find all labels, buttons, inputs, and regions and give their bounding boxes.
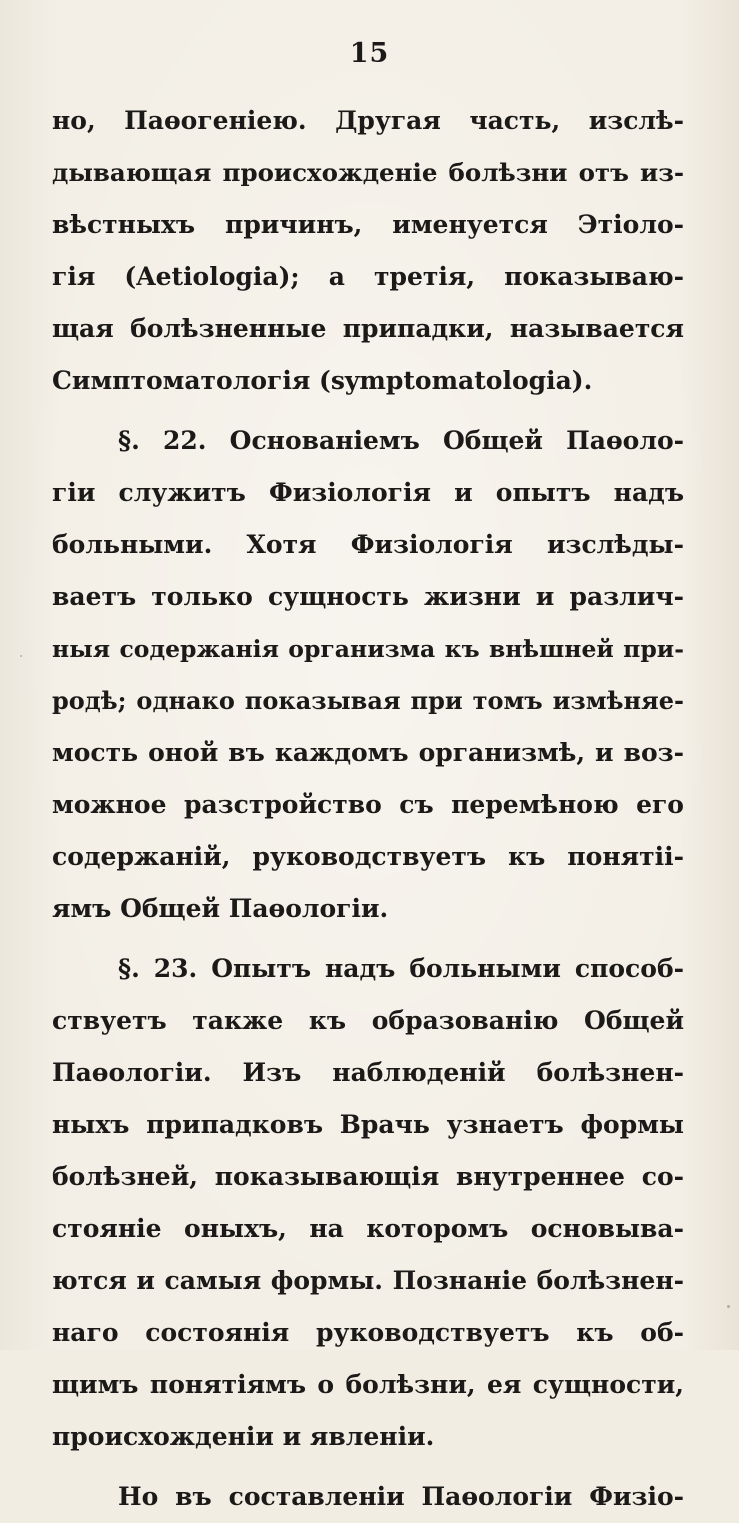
page-text-body [52,95,684,1523]
text-line: больными. Хотя Физіологія изслѣды- [52,530,684,559]
paper-speck [20,655,22,657]
text-line: Паөологіи. Изъ наблюденій болѣзнен- [52,1058,684,1087]
text-line: гіи служитъ Физіологія и опытъ надъ [52,478,684,507]
text-line: §. 23. Опытъ надъ больными способ- [118,954,684,983]
text-line: но, Паөогеніею. Другая часть, изслѣ- [52,106,684,135]
text-line: Симптоматологія (symptomatologia). [52,366,593,395]
text-line: содержаній, руководствуетъ къ понятіі- [52,842,684,871]
text-line: дывающая происхожденіе болѣзни отъ из- [52,158,684,187]
text-line: родѣ; однако показывая при томъ измѣняе- [52,686,684,715]
text-line: §. 22. Основаніемъ Общей Паөоло- [118,426,684,455]
text-line: происхожденіи и явленіи. [52,1422,435,1451]
paragraph-continuation [52,95,684,407]
text-line: мость оной въ каждомъ организмѣ, и воз- [52,738,684,767]
paper-speck [727,1305,730,1308]
text-line: болѣзней, показывающія внутреннее со- [52,1162,684,1191]
paragraph-next [52,1471,684,1523]
page-number: 15 [349,38,390,69]
text-line: ныхъ припадковъ Врачь узнаетъ формы [52,1110,684,1139]
text-line: можное разстройство съ перемѣною его [52,790,684,819]
text-line: щая болѣзненные припадки, называется [52,314,684,343]
paragraph-section-23 [52,943,684,1463]
text-line: ствуетъ также къ образованію Общей [52,1006,684,1035]
text-line: Но въ составленіи Паөологіи Физіо- [118,1482,684,1511]
text-line: ются и самыя формы. Познаніе болѣзнен- [52,1266,684,1295]
text-line: стояніе оныхъ, на которомъ основыва- [52,1214,684,1243]
text-line: вѣстныхъ причинъ, именуется Этіоло- [52,210,684,239]
text-line: ямъ Общей Паөологіи. [52,894,389,923]
text-line: ваетъ только сущность жизни и различ- [52,582,684,611]
paragraph-section-22 [52,415,684,935]
text-line: ныя содержанія организма къ внѣшней при- [52,635,684,663]
text-line: щимъ понятіямъ о болѣзни, ея сущности, [52,1370,684,1399]
text-line: наго состоянія руководствуетъ къ об- [52,1318,684,1347]
text-line: гія (Aetiologia); а третія, показываю- [52,262,684,291]
